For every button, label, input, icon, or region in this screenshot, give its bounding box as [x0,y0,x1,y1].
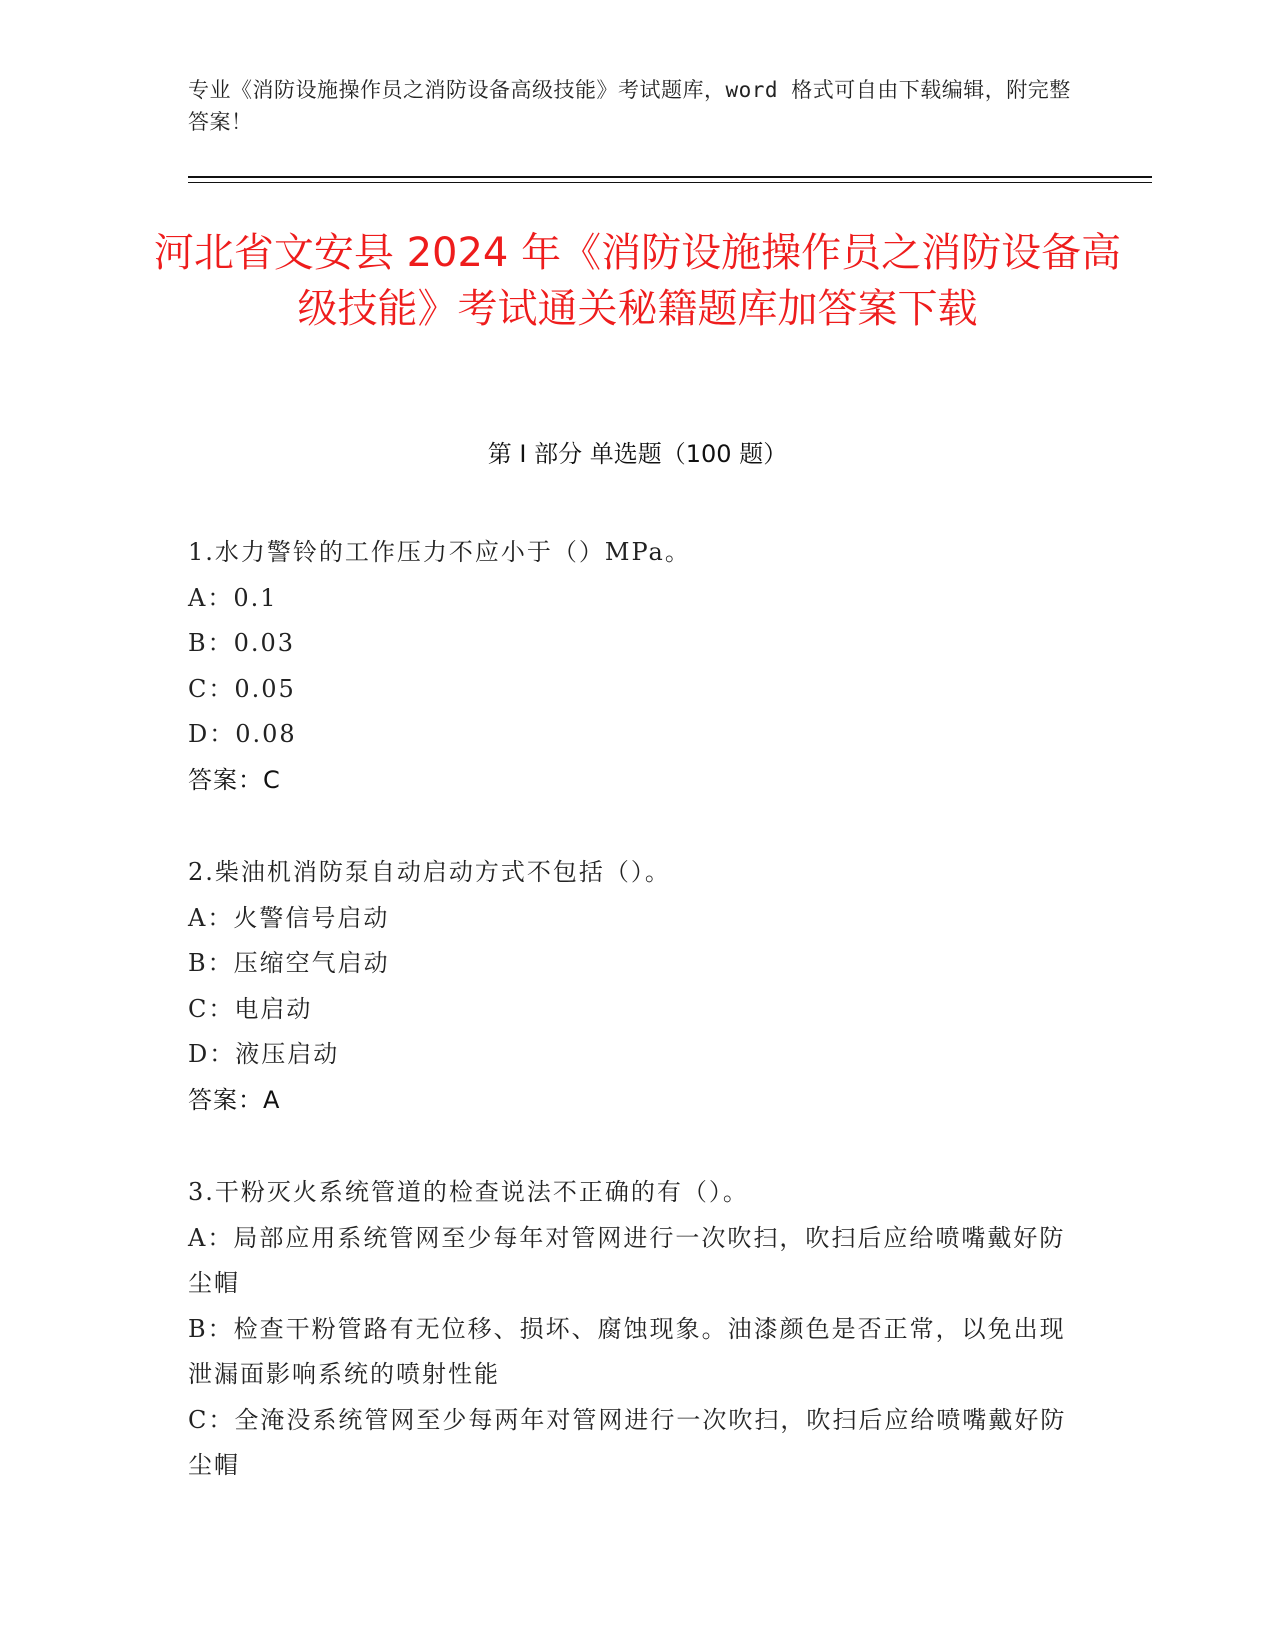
option-a: A：0.1 [188,583,278,612]
question-2 [188,850,1088,1123]
option-b: B：检查干粉管路有无位移、损坏、腐蚀现象。油漆颜色是否正常，以免出现泄漏面影响系统的喷射性能 [188,1314,1066,1388]
option-a: A：局部应用系统管网至少每年对管网进行一次吹扫，吹扫后应给喷嘴戴好防尘帽 [188,1223,1066,1297]
option-d: D：0.08 [188,720,297,748]
option-c: C：0.05 [188,674,296,703]
option-c: C：电启动 [188,994,313,1023]
question-stem: 1.水力警铃的工作压力不应小于（）MPa。 [188,538,691,566]
section-heading: 第 I 部分 单选题（100 题） [487,440,788,468]
document-title: 河北省文安县 2024 年《消防设施操作员之消防设备高级技能》考试通关秘籍题库加答案下载 [153,230,1122,332]
question-list [188,530,1088,1536]
question-3 [188,1170,1088,1489]
option-b: B：压缩空气启动 [188,949,390,977]
option-d: D：液压启动 [188,1040,340,1068]
question-stem: 3.干粉灭火系统管道的检查说法不正确的有（）。 [188,1178,749,1206]
answer: 答案：C [188,765,281,794]
option-a: A：火警信号启动 [188,903,390,932]
question-stem: 2.柴油机消防泵自动启动方式不包括（）。 [188,858,671,886]
answer: 答案：A [188,1085,281,1114]
option-b: B：0.03 [188,629,296,657]
option-c: C：全淹没系统管网至少每两年对管网进行一次吹扫，吹扫后应给喷嘴戴好防尘帽 [188,1405,1067,1479]
question-1 [188,530,1088,803]
header-divider-thin [188,182,1152,183]
header-note: 专业《消防设施操作员之消防设备高级技能》考试题库，word 格式可自由下载编辑，附完整答案！ [188,78,1071,134]
header-divider-thick [188,176,1152,178]
